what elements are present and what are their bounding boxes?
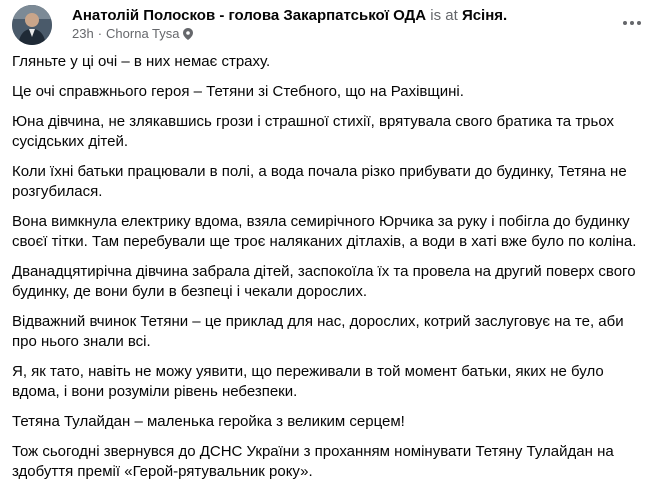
post-paragraph: Це очі справжнього героя – Тетяни зі Стебного, що на Рахівщині. xyxy=(12,83,464,100)
author-avatar[interactable] xyxy=(12,5,52,45)
post-paragraph: Я, як тато, навіть не можу уявити, що переживали в той момент батьки, яких не було вдома, і вони розуміли рівень небезпеки. xyxy=(12,363,604,400)
post-paragraph: Тож сьогодні звернувся до ДСНС України з проханням номінувати Тетяну Тулайдан на здобуття премії «Герой-рятувальник року». xyxy=(12,443,614,480)
location-pin-icon xyxy=(183,28,193,40)
post-timestamp[interactable]: 23h xyxy=(72,26,94,41)
post-header xyxy=(12,5,658,45)
post-paragraph: Коли їхні батьки працювали в полі, а вода почала різко прибувати до будинку, Тетяна не розгубилася. xyxy=(12,163,627,200)
post-paragraph: Дванадцятирічна дівчина забрала дітей, заспокоїла їх та провела на другий поверх свого будинку, де вони були в безпеці і чекали дорослих. xyxy=(12,263,636,300)
post-paragraph: Гляньте у ці очі – в них немає страху. xyxy=(12,53,271,70)
post-paragraph: Відважний вчинок Тетяни – це приклад для нас, дорослих, котрий заслуговує на те, аби про нього знали всі. xyxy=(12,313,624,350)
checkin-connector: is at xyxy=(426,7,462,24)
author-name[interactable]: Анатолій Полосков - голова Закарпатської ОДА xyxy=(72,7,427,24)
author-line xyxy=(72,6,507,25)
post-meta xyxy=(72,26,193,42)
post-paragraph: Тетяна Тулайдан – маленька геройка з великим серцем! xyxy=(12,413,405,430)
post-location[interactable]: Chorna Tysa xyxy=(106,26,180,41)
post-body xyxy=(12,52,652,492)
ellipsis-icon[interactable] xyxy=(618,13,646,33)
post-paragraph: Вона вимкнула електрику вдома, взяла семирічного Юрчика за руку і побігла до будинку своєї тітки. Там перебували ще троє наляканих дітлахів, а води в хаті вже було по коліна. xyxy=(12,213,637,250)
meta-separator: · xyxy=(97,26,103,41)
post-paragraph: Юна дівчина, не злякавшись грози і страшної стихії, врятувала свого братика та трьох сусідських дітей. xyxy=(12,113,615,150)
checkin-place[interactable]: Ясіня. xyxy=(461,7,508,24)
